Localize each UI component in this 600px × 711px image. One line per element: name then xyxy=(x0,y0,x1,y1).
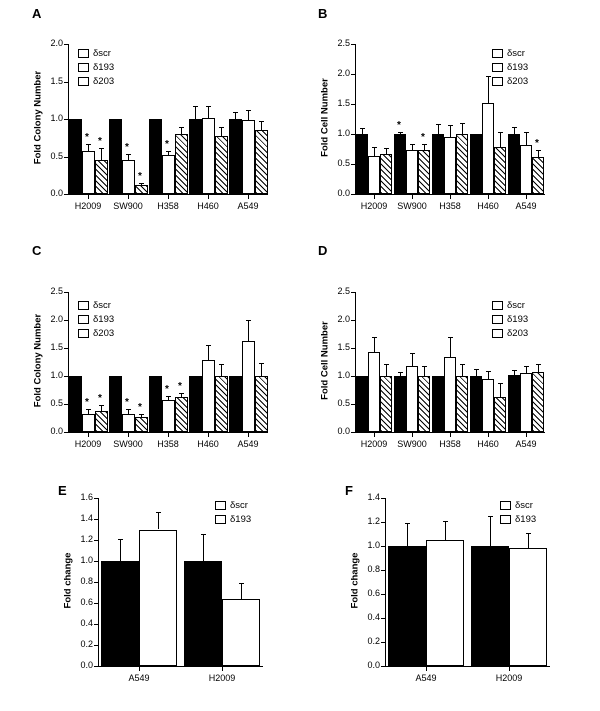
legend-label: δscr xyxy=(230,500,248,511)
error-bar xyxy=(407,523,408,546)
y-axis-label-c: Fold Colony Number xyxy=(32,313,44,408)
panel-letter-d: D xyxy=(318,243,328,258)
legend-label: δ193 xyxy=(93,62,115,73)
significance-star: * xyxy=(98,135,102,147)
legend-swatch xyxy=(500,501,511,510)
bar xyxy=(471,546,509,666)
significance-star: * xyxy=(138,402,142,414)
x-tick-label: H2009 xyxy=(495,673,523,683)
error-bar xyxy=(528,533,529,549)
error-bar-cap xyxy=(488,516,493,517)
y-tick xyxy=(381,546,385,547)
legend-label: δ203 xyxy=(507,76,529,87)
error-bar-cap xyxy=(443,521,448,522)
y-tick-label: 0.5 xyxy=(50,398,63,408)
y-tick xyxy=(381,642,385,643)
y-tick xyxy=(381,570,385,571)
x-tick-label: H460 xyxy=(197,439,219,449)
x-tick-label: H358 xyxy=(439,439,461,449)
significance-star: * xyxy=(85,131,89,143)
y-tick-label: 0.5 xyxy=(337,158,350,168)
significance-star: * xyxy=(178,381,182,393)
legend-label: δscr xyxy=(507,300,525,311)
panel-letter-f: F xyxy=(345,483,353,498)
panel-letter-c: C xyxy=(32,243,42,258)
legend-label: δscr xyxy=(515,500,533,511)
y-tick-label: 1.5 xyxy=(50,342,63,352)
legend-label: δ203 xyxy=(93,76,115,87)
bar xyxy=(509,548,547,666)
x-tick-label: SW900 xyxy=(113,439,143,449)
x-tick-label: H2009 xyxy=(74,439,102,449)
y-tick-label: 1.5 xyxy=(50,76,63,86)
y-tick-label: 2.0 xyxy=(50,38,63,48)
y-tick-label: 2.5 xyxy=(337,286,350,296)
y-tick-label: 1.6 xyxy=(80,492,93,502)
y-tick-label: 1.4 xyxy=(80,513,93,523)
y-tick xyxy=(381,666,385,667)
y-tick-label: 1.0 xyxy=(337,370,350,380)
significance-star: * xyxy=(138,170,142,182)
error-bar-cap xyxy=(405,523,410,524)
y-tick-label: 1.5 xyxy=(337,342,350,352)
y-tick-label: 0.4 xyxy=(80,618,93,628)
y-tick-label: 2.0 xyxy=(50,314,63,324)
y-axis-f xyxy=(385,498,386,667)
significance-star: * xyxy=(165,383,169,395)
x-tick-label: H2009 xyxy=(360,201,388,211)
y-tick-label: 1.0 xyxy=(80,555,93,565)
y-tick-label: 2.0 xyxy=(337,68,350,78)
legend-label: δ193 xyxy=(230,514,252,525)
y-tick-label: 0.5 xyxy=(50,151,63,161)
x-tick xyxy=(509,667,510,671)
y-tick xyxy=(381,618,385,619)
error-bar-cap xyxy=(405,546,410,547)
y-tick-label: 0.2 xyxy=(80,639,93,649)
panel-letter-b: B xyxy=(318,6,328,21)
y-tick-label: 0.0 xyxy=(80,660,93,670)
legend-label: δ203 xyxy=(93,328,115,339)
y-tick-label: 0.0 xyxy=(337,188,350,198)
legend-label: δ203 xyxy=(507,328,529,339)
y-tick-label: 1.2 xyxy=(80,534,93,544)
x-tick-label: A549 xyxy=(515,439,537,449)
y-tick-label: 1.0 xyxy=(50,113,63,123)
panel-letter-a: A xyxy=(32,6,42,21)
significance-star: * xyxy=(165,139,169,151)
legend-label: δscr xyxy=(93,300,111,311)
y-tick-label: 0.6 xyxy=(80,597,93,607)
x-axis-f xyxy=(385,666,550,667)
legend-label: δ193 xyxy=(507,62,529,73)
y-tick-label: 2.0 xyxy=(337,314,350,324)
x-tick-label: H358 xyxy=(439,201,461,211)
error-bar-cap xyxy=(488,546,493,547)
y-tick-label: 0.0 xyxy=(50,188,63,198)
x-tick xyxy=(426,667,427,671)
y-tick-label: 1.2 xyxy=(367,516,380,526)
y-axis-label-e: Fold change xyxy=(62,552,74,609)
x-tick-label: SW900 xyxy=(397,201,427,211)
legend-label: δscr xyxy=(507,48,525,59)
y-tick xyxy=(381,498,385,499)
x-tick-label: H2009 xyxy=(208,673,236,683)
significance-star: * xyxy=(125,142,129,154)
x-tick-label: H2009 xyxy=(74,201,102,211)
legend-label: δ193 xyxy=(515,514,537,525)
x-tick-label: SW900 xyxy=(397,439,427,449)
x-tick-label: A549 xyxy=(515,201,537,211)
y-tick xyxy=(381,522,385,523)
y-tick-label: 1.0 xyxy=(367,540,380,550)
y-tick-label: 0.5 xyxy=(337,398,350,408)
x-tick-label: H2009 xyxy=(360,439,388,449)
y-tick-label: 1.0 xyxy=(50,370,63,380)
error-bar-cap xyxy=(443,540,448,541)
legend-swatch xyxy=(500,515,511,524)
bar xyxy=(426,540,464,666)
x-tick-label: A549 xyxy=(128,673,150,683)
significance-star: * xyxy=(98,392,102,404)
y-axis-label-f: Fold change xyxy=(349,552,361,609)
x-tick-label: A549 xyxy=(237,201,259,211)
y-tick-label: 0.8 xyxy=(80,576,93,586)
x-tick-label: H358 xyxy=(157,201,179,211)
y-tick-label: 1.0 xyxy=(337,128,350,138)
y-tick-label: 0.6 xyxy=(367,588,380,598)
y-tick-label: 0.0 xyxy=(367,660,380,670)
y-axis-label-a: Fold Colony Number xyxy=(32,70,44,165)
y-tick-label: 2.5 xyxy=(50,286,63,296)
x-tick-label: H460 xyxy=(477,439,499,449)
x-tick-label: H460 xyxy=(197,201,219,211)
significance-star: * xyxy=(125,397,129,409)
x-tick-label: H358 xyxy=(157,439,179,449)
x-tick-label: A549 xyxy=(237,439,259,449)
y-tick-label: 0.0 xyxy=(337,426,350,436)
y-tick-label: 1.5 xyxy=(337,98,350,108)
y-axis-label-b: Fold Cell Number xyxy=(319,78,331,157)
legend-label: δscr xyxy=(93,48,111,59)
y-tick-label: 0.0 xyxy=(50,426,63,436)
y-tick-label: 0.2 xyxy=(367,636,380,646)
bar xyxy=(388,546,426,666)
legend-label: δ193 xyxy=(507,314,529,325)
panel-letter-e: E xyxy=(58,483,67,498)
significance-star: * xyxy=(535,137,539,149)
y-tick-label: 0.8 xyxy=(367,564,380,574)
legend-label: δ193 xyxy=(93,314,115,325)
error-bar xyxy=(490,516,491,546)
error-bar-cap xyxy=(526,533,531,534)
y-tick xyxy=(381,594,385,595)
x-tick-label: SW900 xyxy=(113,201,143,211)
x-tick-label: H460 xyxy=(477,201,499,211)
y-axis-label-d: Fold Cell Number xyxy=(319,321,331,400)
error-bar-cap xyxy=(526,548,531,549)
y-tick-label: 2.5 xyxy=(337,38,350,48)
significance-star: * xyxy=(397,119,401,131)
y-tick-label: 1.4 xyxy=(367,492,380,502)
y-tick-label: 0.4 xyxy=(367,612,380,622)
x-tick-label: A549 xyxy=(415,673,437,683)
error-bar xyxy=(445,521,446,540)
significance-star: * xyxy=(85,397,89,409)
significance-star: * xyxy=(421,132,425,144)
